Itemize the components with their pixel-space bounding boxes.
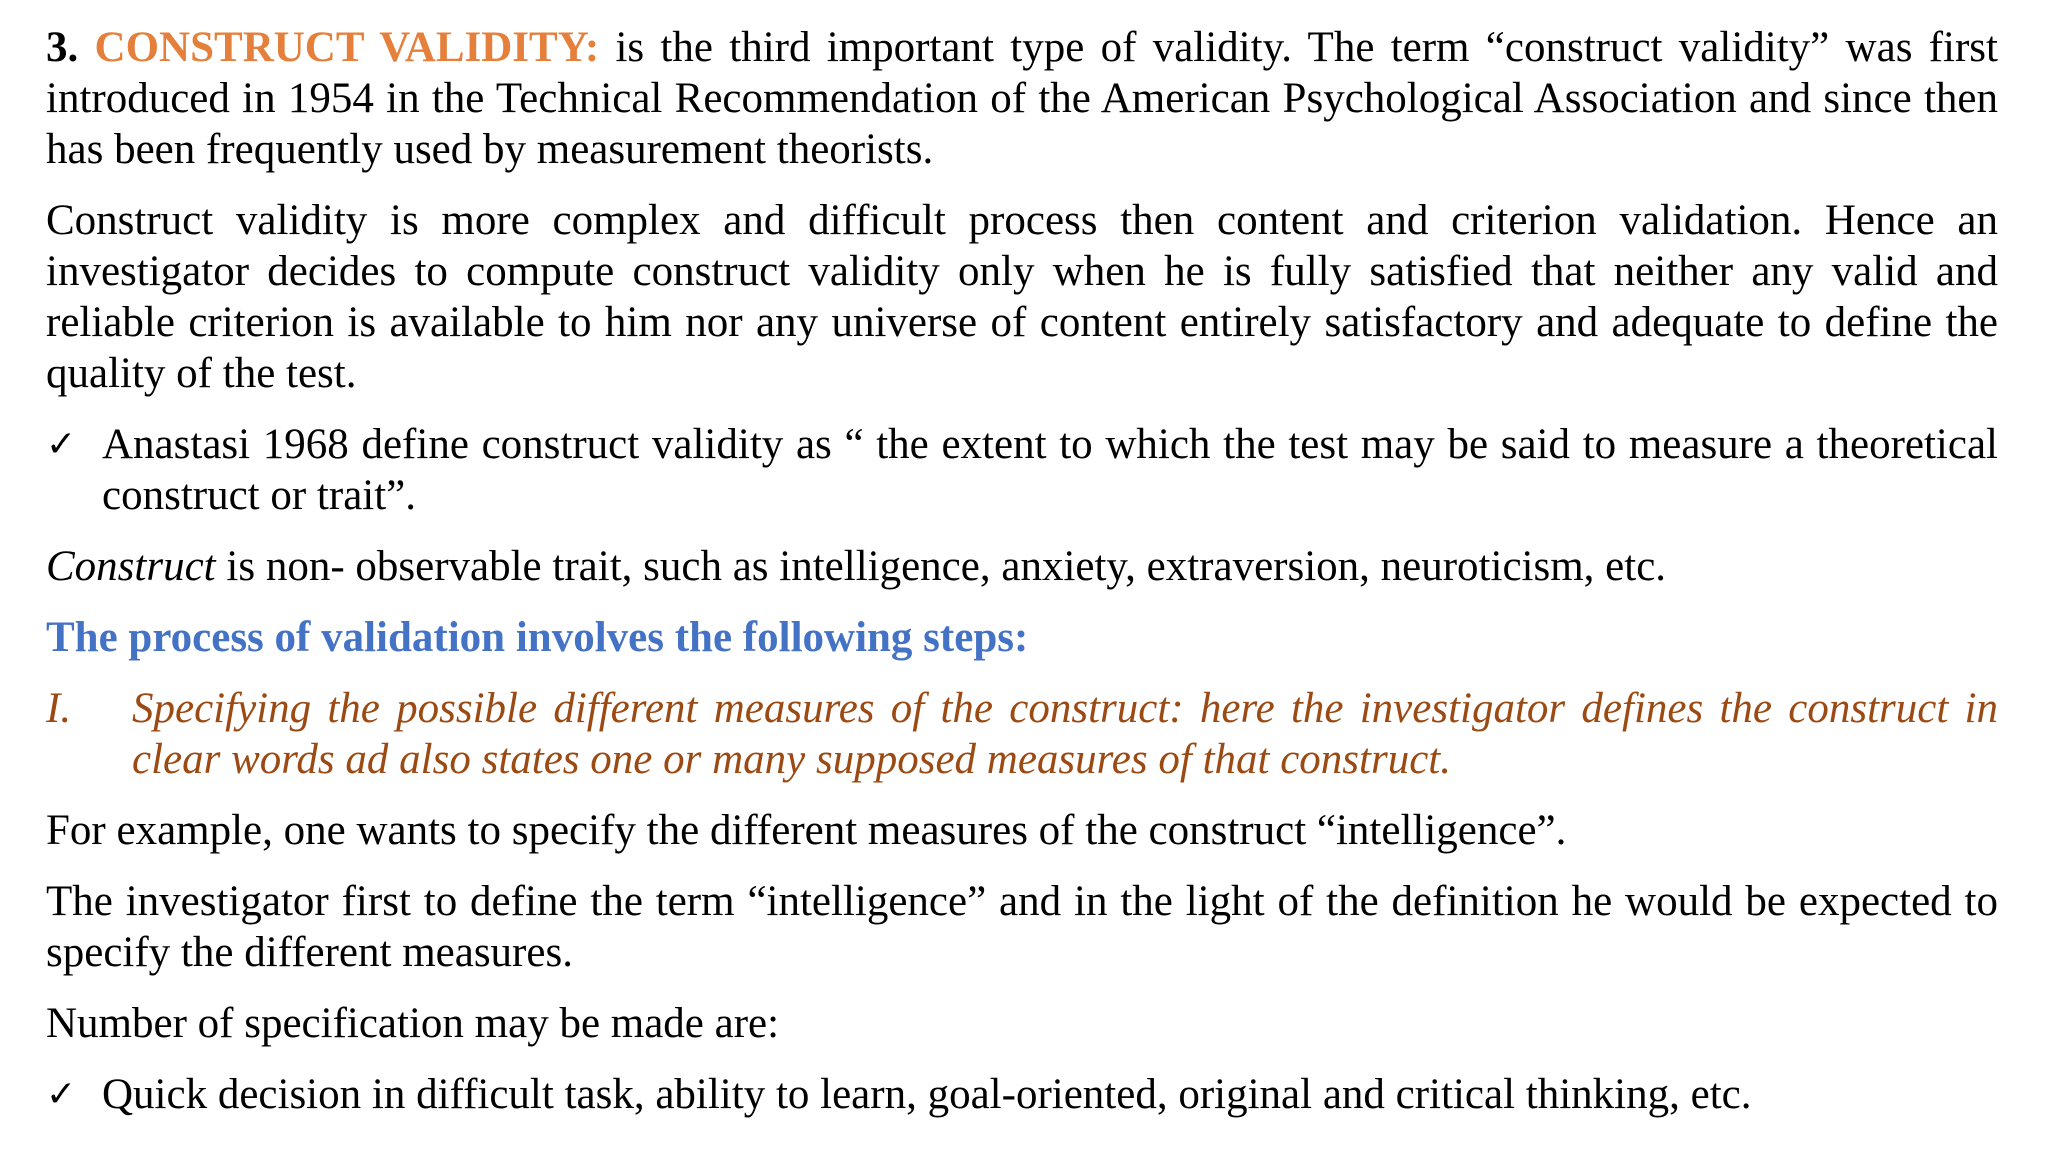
- section-intro-text: is the third important type of validity. The term “construct validity” was first introduced in 1954 in the Technical Recommendation of the American Psychological Association and since then has been frequently used by measurement theorists.: [46, 24, 1998, 173]
- construct-definition-text: is non- observable trait, such as intelligence, anxiety, extraversion, neuroticism, etc.: [215, 543, 1667, 590]
- checkmark-icon: ✓: [46, 1074, 77, 1115]
- section-number: 3.: [46, 24, 79, 71]
- quick-decision-bullet: [46, 1069, 1998, 1120]
- quick-decision-bullet-text: Quick decision in difficult task, ability to learn, goal-oriented, original and critical thinking, etc.: [102, 1071, 1752, 1118]
- construct-term: Construct: [46, 543, 216, 590]
- example-paragraph: For example, one wants to specify the different measures of the construct “intelligence”.: [46, 807, 1567, 854]
- anastasi-bullet-text: Anastasi 1968 define construct validity as “ the extent to which the test may be said to measure a theoretical construct or trait”.: [102, 421, 1998, 519]
- complexity-paragraph: Construct validity is more complex and difficult process then content and criterion validation. Hence an investigator decides to compute construct validity only when he is fully satisfied that neither any valid and reliable criterion is available to him nor any universe of content entirely satisfactory and adequate to define the quality of the test.: [46, 197, 1998, 397]
- steps-heading: The process of validation involves the following steps:: [46, 614, 1029, 661]
- step-one-text: Specifying the possible different measures of the construct: here the investigator defines the construct in clear words ad also states one or many supposed measures of that construct.: [132, 685, 1998, 783]
- step-one-item: [46, 683, 1998, 785]
- checkmark-icon: ✓: [46, 424, 77, 465]
- anastasi-bullet: [46, 419, 1998, 521]
- step-one-numeral: I.: [46, 685, 72, 732]
- investigator-paragraph: The investigator first to define the term “intelligence” and in the light of the definition he would be expected to specify the different measures.: [46, 878, 1998, 976]
- section-intro-paragraph: [46, 22, 1998, 175]
- specification-count-paragraph: Number of specification may be made are:: [46, 1000, 780, 1047]
- section-title: CONSTRUCT VALIDITY:: [94, 24, 600, 71]
- document-body: [46, 22, 1998, 1120]
- construct-definition-paragraph: [46, 541, 1998, 592]
